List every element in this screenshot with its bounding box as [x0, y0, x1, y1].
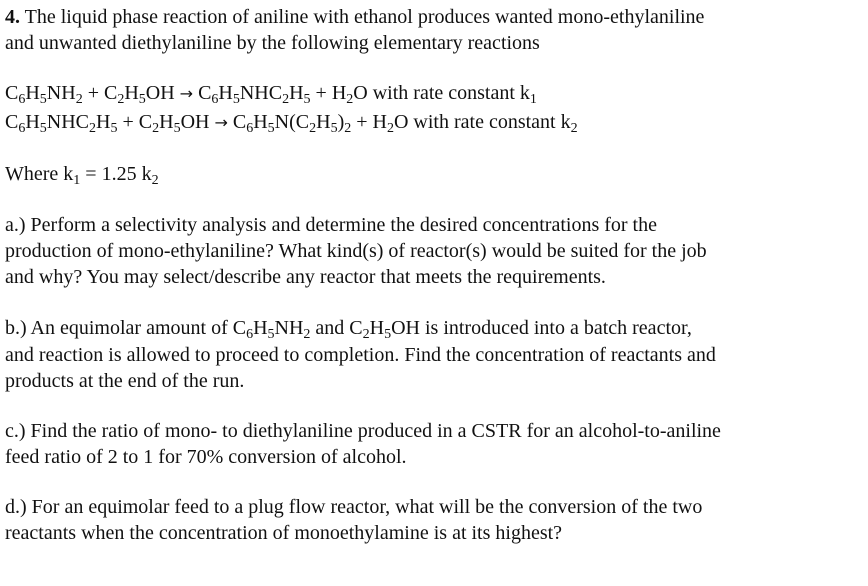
reaction-arrow-icon: → — [214, 113, 228, 132]
part-a-line-2: production of mono-ethylaniline? What kind(s) of reactor(s) would be suited for the job — [5, 240, 707, 262]
intro-line-2: and unwanted diethylaniline by the following elementary reactions — [5, 32, 540, 54]
intro-text-1: The liquid phase reaction of aniline with ethanol produces wanted mono-ethylaniline — [20, 6, 705, 28]
part-b-line-2: and reaction is allowed to proceed to completion. Find the concentration of reactants and — [5, 344, 716, 366]
part-a-line-3: and why? You may select/describe any reactor that meets the requirements. — [5, 266, 606, 288]
rate-constant-relation: Where $k_1 = 1.25$ $k_2$ — [5, 163, 159, 188]
part-d-line-1: d.) For an equimolar feed to a plug flow reactor, what will be the conversion of the two — [5, 496, 703, 518]
reaction-arrow-icon: → — [179, 84, 194, 103]
part-c-line-2: feed ratio of 2 to 1 for 70% conversion of alcohol. — [5, 446, 407, 468]
reaction-2: $C_6H_5NHC_2H_5 + C_2H_5OH \to C_6H_5N(C_2H_5)_2 + H_2O$ with rate constant $k_2$ — [5, 111, 578, 136]
intro-line-1 — [5, 4, 868, 30]
part-d-line-2: reactants when the concentration of monoethylamine is at its highest? — [5, 522, 563, 544]
part-b-line-1: b.) An equimolar amount of $C_6H_5NH_2$ and $C_2H_5OH$ is introduced into a batch reactor, — [5, 317, 692, 342]
reaction-1: $C_6H_5NH_2 + C_2H_5OH \to C_6H_5NHC_2H_5 + H_2O$ with rate constant $k_1$ — [5, 82, 537, 107]
part-b-line-3: products at the end of the run. — [5, 370, 245, 392]
part-c-line-1: c.) Find the ratio of mono- to diethylaniline produced in a CSTR for an alcohol-to-aniline — [5, 420, 721, 442]
problem-number: 4. — [5, 6, 20, 28]
part-a-line-1: a.) Perform a selectivity analysis and determine the desired concentrations for the — [5, 214, 657, 236]
